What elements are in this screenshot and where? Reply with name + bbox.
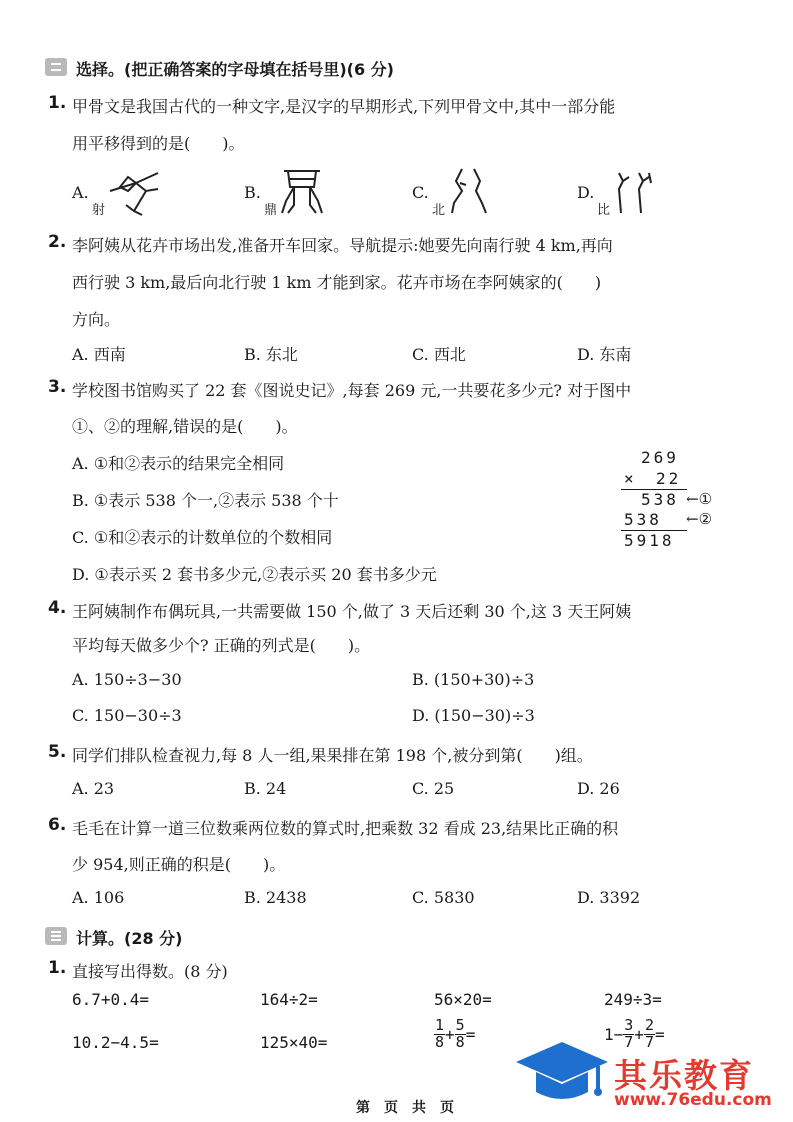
fraction-1-8: $\frac{1}{8}$ <box>435 1016 445 1051</box>
question-number-5: 5. <box>48 742 67 762</box>
q3-option-c: C. ①和②表示的计数单位的个数相同 <box>72 528 333 547</box>
question-number-3: 3. <box>48 377 67 397</box>
calc-item-6: 125×40= <box>260 1033 328 1052</box>
section-title-choice: 选择。(把正确答案的字母填在括号里)(6 分) <box>76 60 394 79</box>
oracle-bone-ding-icon <box>280 165 324 217</box>
q4-option-a: A. 150÷3−30 <box>72 670 182 689</box>
vm-product: 5918 <box>624 531 675 550</box>
question-6-text-line2: 少 954,则正确的积是( )。 <box>72 855 286 874</box>
q1-option-a-label: A. <box>72 183 89 202</box>
question-5-text-line1: 同学们排队检查视力,每 8 人一组,果果排在第 198 个,被分到第( )组。 <box>72 746 593 765</box>
vm-multiplicand: 269 <box>641 448 679 467</box>
question-number-1: 1. <box>48 93 67 113</box>
vm-mark-1: ←① <box>686 490 713 508</box>
q5-option-c: C. 25 <box>412 779 455 798</box>
q1-option-d-label: D. <box>577 183 595 202</box>
q2-option-c: C. 西北 <box>412 345 466 364</box>
oracle-bone-bi-icon <box>613 165 657 217</box>
question-4-text-line2: 平均每天做多少个? 正确的列式是( )。 <box>72 636 371 655</box>
page-footer: 第 页 共 页 <box>356 1100 454 1116</box>
calc-item-5: 10.2−4.5= <box>72 1033 159 1052</box>
q4-option-b: B. (150+30)÷3 <box>412 670 535 689</box>
oracle-bone-she-icon <box>106 165 162 217</box>
question-number-4: 4. <box>48 598 67 618</box>
q6-option-d: D. 3392 <box>577 888 641 907</box>
q5-option-b: B. 24 <box>244 779 287 798</box>
calc-question-1-text: 直接写出得数。(8 分) <box>72 962 228 981</box>
q1-option-b-label: B. <box>244 183 261 202</box>
q6-option-b: B. 2438 <box>244 888 307 907</box>
q1-option-c-char: 北 <box>432 203 446 218</box>
question-3-text-line2: ①、②的理解,错误的是( )。 <box>72 417 298 436</box>
q1-option-a-char: 射 <box>92 203 106 218</box>
vm-partial-1: 538 <box>641 490 679 509</box>
q2-option-b: B. 东北 <box>244 345 298 364</box>
q2-option-a: A. 西南 <box>72 345 126 364</box>
question-4-text-line1: 王阿姨制作布偶玩具,一共需要做 150 个,做了 3 天后还剩 30 个,这 3 天王阿姨 <box>72 602 632 621</box>
calc-item-1: 6.7+0.4= <box>72 990 150 1009</box>
question-number-6: 6. <box>48 815 67 835</box>
section-badge-3 <box>45 927 67 945</box>
vm-multiplier: 22 <box>656 469 682 488</box>
q3-option-a: A. ①和②表示的结果完全相同 <box>72 454 285 473</box>
fraction-5-8: $\frac{5}{8}$ <box>455 1016 465 1051</box>
q6-option-c: C. 5830 <box>412 888 475 907</box>
graduation-cap-icon <box>512 1040 612 1108</box>
q4-option-d: D. (150−30)÷3 <box>412 706 535 725</box>
q3-option-d: D. ①表示买 2 套书多少元,②表示买 20 套书多少元 <box>72 565 437 584</box>
question-3-text-line1: 学校图书馆购买了 22 套《图说史记》,每套 269 元,一共要花多少元? 对于图中 <box>72 381 632 400</box>
calc-item-3: 56×20= <box>434 990 492 1009</box>
question-2-text-line3: 方向。 <box>72 310 121 329</box>
calc-item-8: 1− $\frac{3}{7}$ + $\frac{2}{7}$ = <box>604 1016 665 1051</box>
question-2-text-line2: 西行驶 3 km,最后向北行驶 1 km 才能到家。花卉市场在李阿姨家的( ) <box>72 273 602 292</box>
calc-question-number-1: 1. <box>48 958 67 978</box>
vm-times-sign: × <box>624 469 637 488</box>
fraction-3-7: $\frac{3}{7}$ <box>624 1016 634 1051</box>
q5-option-a: A. 23 <box>72 779 115 798</box>
vm-partial-2: 538 <box>624 510 662 529</box>
q5-option-d: D. 26 <box>577 779 620 798</box>
q3-option-b: B. ①表示 538 个一,②表示 538 个十 <box>72 491 339 510</box>
section-badge-2 <box>45 58 67 76</box>
calc-item-2: 164÷2= <box>260 990 318 1009</box>
q2-option-d: D. 东南 <box>577 345 632 364</box>
calc-item-7: $\frac{1}{8}$ + $\frac{5}{8}$ = <box>435 1016 476 1051</box>
watermark-brand-name: 其乐教育 <box>614 1056 754 1095</box>
fraction-2-7: $\frac{2}{7}$ <box>644 1016 654 1051</box>
question-1-text-line2: 用平移得到的是( )。 <box>72 134 245 153</box>
q1-option-d-char: 比 <box>597 203 611 218</box>
section-title-calc: 计算。(28 分) <box>76 929 183 948</box>
question-number-2: 2. <box>48 232 67 252</box>
calc-item-4: 249÷3= <box>604 990 662 1009</box>
question-6-text-line1: 毛毛在计算一道三位数乘两位数的算式时,把乘数 32 看成 23,结果比正确的积 <box>72 819 619 838</box>
question-1-text-line1: 甲骨文是我国古代的一种文字,是汉字的早期形式,下列甲骨文中,其中一部分能 <box>72 97 616 116</box>
q1-option-b-char: 鼎 <box>264 203 278 218</box>
question-2-text-line1: 李阿姨从花卉市场出发,准备开车回家。导航提示:她要先向南行驶 4 km,再向 <box>72 236 613 255</box>
oracle-bone-bei-icon <box>448 165 490 217</box>
q4-option-c: C. 150−30÷3 <box>72 706 182 725</box>
watermark-url: www.76edu.com <box>614 1090 772 1110</box>
q6-option-a: A. 106 <box>72 888 125 907</box>
vm-mark-2: ←② <box>686 510 713 528</box>
q1-option-c-label: C. <box>412 183 429 202</box>
